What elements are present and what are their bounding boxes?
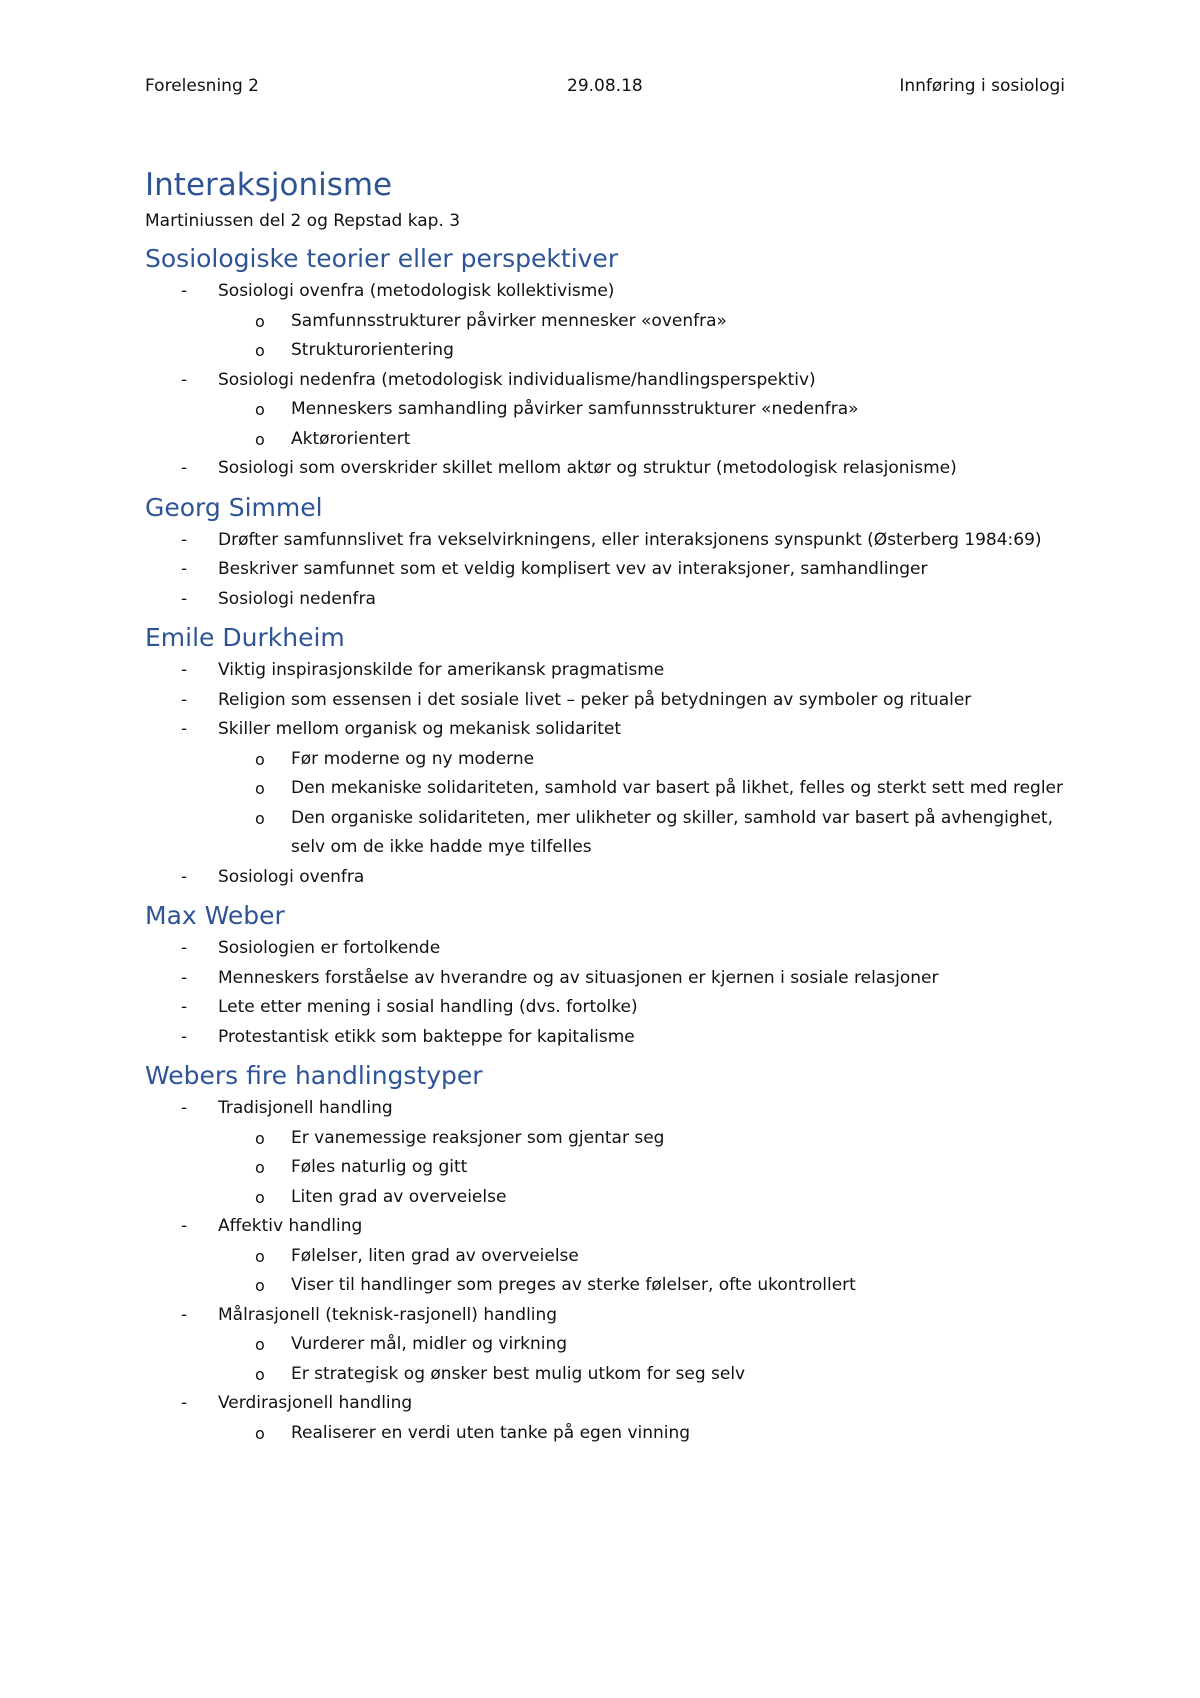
document-body bbox=[145, 163, 1065, 1448]
sub-list-item bbox=[145, 1330, 1065, 1360]
list-item bbox=[145, 1212, 1065, 1242]
sub-list-item-text: Menneskers samhandling påvirker samfunnsstrukturer «nedenfra» bbox=[291, 399, 859, 419]
sub-list-item bbox=[145, 804, 1065, 863]
dash-bullet-icon: - bbox=[181, 660, 188, 680]
sub-list-container bbox=[145, 395, 1065, 454]
section-heading: Sosiologiske teorier eller perspektiver bbox=[145, 244, 619, 273]
list-item bbox=[145, 1023, 1065, 1053]
sub-list-container bbox=[145, 1330, 1065, 1389]
list-item-text: Protestantisk etikk som bakteppe for kapitalisme bbox=[218, 1026, 635, 1047]
list-item bbox=[145, 656, 1065, 686]
sub-list-item bbox=[145, 774, 1065, 804]
list-item bbox=[145, 964, 1065, 994]
circle-bullet-icon: o bbox=[255, 400, 265, 419]
sections-container bbox=[145, 241, 1065, 1448]
circle-bullet-icon: o bbox=[255, 1423, 265, 1443]
sub-list-item-text: Den organiske solidariteten, mer ulikheter og skiller, samhold var basert på avhengighet, selv om de ikke hadde mye tilfelles bbox=[291, 807, 1053, 857]
sub-list-item-text: Strukturorientering bbox=[291, 340, 454, 360]
sub-bullet-list bbox=[218, 395, 1065, 454]
list-item-text: Tradisjonell handling bbox=[218, 1098, 393, 1118]
dash-bullet-icon: - bbox=[181, 369, 188, 390]
sub-bullet-list bbox=[218, 1330, 1065, 1389]
document-subtitle: Martiniussen del 2 og Repstad kap. 3 bbox=[145, 211, 461, 231]
dash-bullet-icon: - bbox=[181, 967, 188, 988]
circle-bullet-icon: o bbox=[255, 1335, 265, 1354]
list-item bbox=[145, 585, 1065, 615]
dash-bullet-icon: - bbox=[181, 529, 188, 550]
list-item-text: Menneskers forståelse av hverandre og av situasjonen er kjernen i sosiale relasjoner bbox=[218, 967, 939, 988]
list-item-text: Viktig inspirasjonskilde for amerikansk pragmatisme bbox=[218, 660, 665, 680]
list-item bbox=[145, 715, 1065, 745]
dash-bullet-icon: - bbox=[181, 1393, 188, 1413]
list-item-text: Drøfter samfunnslivet fra vekselvirkningens, eller interaksjonens synspunkt (Østerberg 1984:69) bbox=[218, 529, 1042, 550]
list-item bbox=[145, 454, 1065, 484]
circle-bullet-icon: o bbox=[255, 1187, 265, 1207]
circle-bullet-icon: o bbox=[255, 1128, 265, 1148]
list-item bbox=[145, 934, 1065, 964]
dash-bullet-icon: - bbox=[181, 559, 188, 579]
circle-bullet-icon: o bbox=[255, 341, 265, 360]
section-heading: Georg Simmel bbox=[145, 492, 323, 522]
sub-list-item-text: Vurderer mål, midler og virkning bbox=[291, 1334, 568, 1354]
sub-list-item-text: Liten grad av overveielse bbox=[291, 1186, 507, 1207]
section-heading: Webers fire handlingstyper bbox=[145, 1061, 483, 1090]
sub-list-item bbox=[145, 1242, 1065, 1272]
sub-bullet-list bbox=[218, 1419, 1065, 1449]
dash-bullet-icon: - bbox=[181, 1216, 188, 1236]
list-item bbox=[145, 863, 1065, 893]
circle-bullet-icon: o bbox=[255, 311, 265, 331]
dash-bullet-icon: - bbox=[181, 281, 188, 301]
sub-list-item bbox=[145, 1271, 1065, 1301]
sub-list-item bbox=[145, 395, 1065, 425]
list-item bbox=[145, 366, 1065, 396]
list-item-text: Lete etter mening i sosial handling (dvs. fortolke) bbox=[218, 997, 638, 1017]
list-item bbox=[145, 1094, 1065, 1124]
header-date: 29.08.18 bbox=[567, 76, 643, 96]
sub-list-item bbox=[145, 1124, 1065, 1154]
dash-bullet-icon: - bbox=[181, 1304, 188, 1325]
sub-list-container bbox=[145, 1242, 1065, 1301]
circle-bullet-icon: o bbox=[255, 779, 265, 798]
list-item-text: Sosiologi som overskrider skillet mellom aktør og struktur (metodologisk relasjonisme) bbox=[218, 458, 957, 478]
circle-bullet-icon: o bbox=[255, 1246, 265, 1266]
list-item-text: Målrasjonell (teknisk-rasjonell) handling bbox=[218, 1304, 558, 1325]
sub-bullet-list bbox=[218, 1242, 1065, 1301]
circle-bullet-icon: o bbox=[255, 1276, 265, 1295]
section-heading: Max Weber bbox=[145, 901, 285, 930]
list-item-text: Religion som essensen i det sosiale livet – peker på betydningen av symboler og ritualer bbox=[218, 689, 972, 710]
list-item-text: Sosiologi ovenfra bbox=[218, 866, 365, 887]
list-item bbox=[145, 1389, 1065, 1419]
sub-list-item bbox=[145, 1360, 1065, 1390]
bullet-list bbox=[145, 526, 1065, 615]
sub-list-item bbox=[145, 1419, 1065, 1449]
sub-list-item-text: Føles naturlig og gitt bbox=[291, 1157, 468, 1177]
sub-list-item bbox=[145, 307, 1065, 337]
circle-bullet-icon: o bbox=[255, 1364, 265, 1384]
sub-list-container bbox=[145, 1419, 1065, 1449]
sub-list-item-text: Er strategisk og ønsker best mulig utkom for seg selv bbox=[291, 1363, 746, 1384]
sub-list-container bbox=[145, 1124, 1065, 1213]
list-item-text: Sosiologi ovenfra (metodologisk kollektivisme) bbox=[218, 281, 615, 301]
sub-bullet-list bbox=[218, 307, 1065, 366]
sub-list-container bbox=[145, 745, 1065, 863]
dash-bullet-icon: - bbox=[181, 1026, 188, 1047]
dash-bullet-icon: - bbox=[181, 997, 188, 1017]
circle-bullet-icon: o bbox=[255, 808, 265, 828]
sub-list-item bbox=[145, 745, 1065, 775]
sub-list-item-text: Realiserer en verdi uten tanke på egen vinning bbox=[291, 1422, 691, 1443]
list-item bbox=[145, 555, 1065, 585]
circle-bullet-icon: o bbox=[255, 1158, 265, 1177]
list-item bbox=[145, 526, 1065, 556]
sub-list-item-text: Før moderne og ny moderne bbox=[291, 748, 535, 769]
list-item-text: Affektiv handling bbox=[218, 1216, 363, 1236]
list-item-text: Sosiologi nedenfra bbox=[218, 588, 376, 609]
header-left: Forelesning 2 bbox=[145, 76, 259, 96]
sub-list-item-text: Samfunnsstrukturer påvirker mennesker «ovenfra» bbox=[291, 310, 727, 331]
sub-list-item-text: Er vanemessige reaksjoner som gjentar seg bbox=[291, 1127, 665, 1148]
sub-bullet-list bbox=[218, 1124, 1065, 1213]
sub-list-item bbox=[145, 1153, 1065, 1183]
bullet-list bbox=[145, 1094, 1065, 1448]
sub-bullet-list bbox=[218, 745, 1065, 863]
sub-list-item bbox=[145, 336, 1065, 366]
list-item-text: Skiller mellom organisk og mekanisk solidaritet bbox=[218, 719, 621, 739]
sub-list-container bbox=[145, 307, 1065, 366]
dash-bullet-icon: - bbox=[181, 719, 188, 739]
sub-list-item-text: Den mekaniske solidariteten, samhold var basert på likhet, felles og sterkt sett med regler bbox=[291, 778, 1064, 798]
bullet-list bbox=[145, 656, 1065, 892]
sub-list-item-text: Viser til handlinger som preges av sterke følelser, ofte ukontrollert bbox=[291, 1275, 856, 1295]
dash-bullet-icon: - bbox=[181, 689, 188, 710]
list-item-text: Sosiologien er fortolkende bbox=[218, 938, 441, 958]
bullet-list bbox=[145, 277, 1065, 484]
dash-bullet-icon: - bbox=[181, 938, 188, 958]
bullet-list bbox=[145, 934, 1065, 1052]
list-item bbox=[145, 277, 1065, 307]
list-item-text: Sosiologi nedenfra (metodologisk individualisme/handlingsperspektiv) bbox=[218, 369, 816, 390]
document-title: Interaksjonisme bbox=[145, 167, 393, 203]
dash-bullet-icon: - bbox=[181, 866, 188, 887]
dash-bullet-icon: - bbox=[181, 588, 188, 609]
section-heading: Emile Durkheim bbox=[145, 623, 345, 652]
page-header bbox=[145, 76, 1065, 102]
dash-bullet-icon: - bbox=[181, 1098, 188, 1118]
sub-list-item-text: Aktørorientert bbox=[291, 428, 411, 449]
header-right: Innføring i sosiologi bbox=[899, 76, 1065, 96]
list-item-text: Beskriver samfunnet som et veldig komplisert vev av interaksjoner, samhandlinger bbox=[218, 559, 928, 579]
list-item bbox=[145, 1301, 1065, 1331]
list-item bbox=[145, 993, 1065, 1023]
circle-bullet-icon: o bbox=[255, 749, 265, 769]
list-item-text: Verdirasjonell handling bbox=[218, 1393, 413, 1413]
list-item bbox=[145, 686, 1065, 716]
circle-bullet-icon: o bbox=[255, 429, 265, 449]
sub-list-item-text: Følelser, liten grad av overveielse bbox=[291, 1245, 579, 1266]
sub-list-item bbox=[145, 425, 1065, 455]
sub-list-item bbox=[145, 1183, 1065, 1213]
dash-bullet-icon: - bbox=[181, 458, 188, 478]
